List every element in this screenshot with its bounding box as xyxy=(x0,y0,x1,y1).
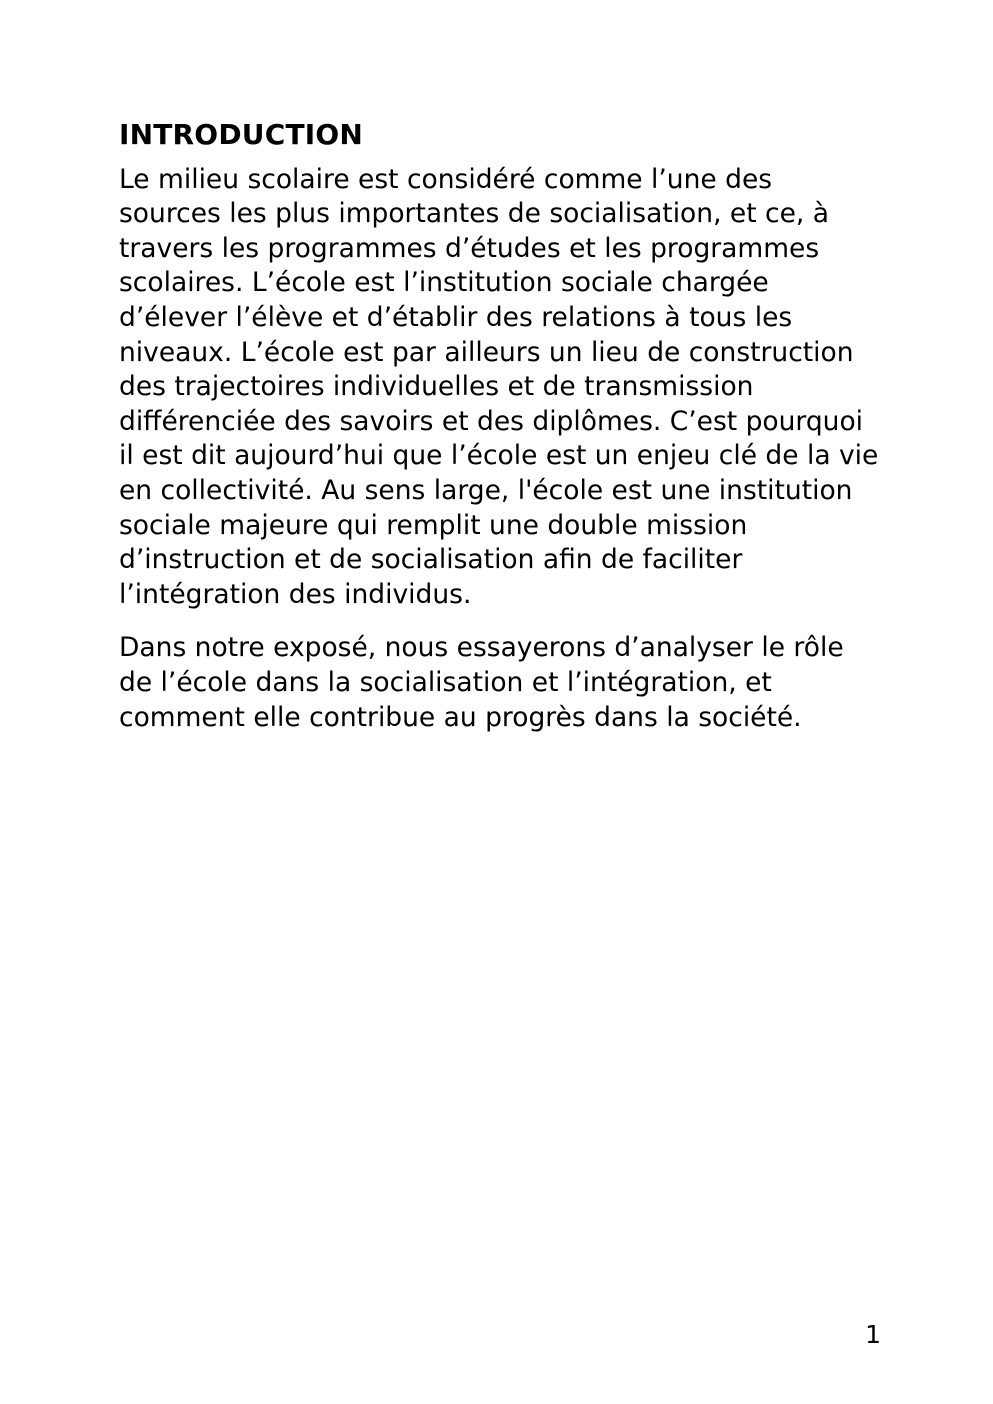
page-number: 1 xyxy=(865,1320,881,1349)
paragraph-intro-body: Le milieu scolaire est considéré comme l’une des sources les plus importantes de socialisation, et ce, à travers les programmes d’études et les programmes scolaires. L’école est l’institution sociale chargée d’élever l’élève et d’établir des relations à tous les niveaux. L’école est par ailleurs un lieu de construction des trajectoires individuelles et de transmission différenciée des savoirs et des diplômes. C’est pourquoi il est dit aujourd’hui que l’école est un enjeu clé de la vie en collectivité. Au sens large, l'école est une institution sociale majeure qui remplit une double mission d’instruction et de socialisation afin de faciliter l’intégration des individus. xyxy=(119,163,879,610)
document-body xyxy=(119,118,881,735)
paragraph-intro-scope: Dans notre exposé, nous essayerons d’analyser le rôle de l’école dans la socialisation et l’intégration, et comment elle contribue au progrès dans la société. xyxy=(119,632,844,733)
page-title: INTRODUCTION xyxy=(119,118,363,151)
